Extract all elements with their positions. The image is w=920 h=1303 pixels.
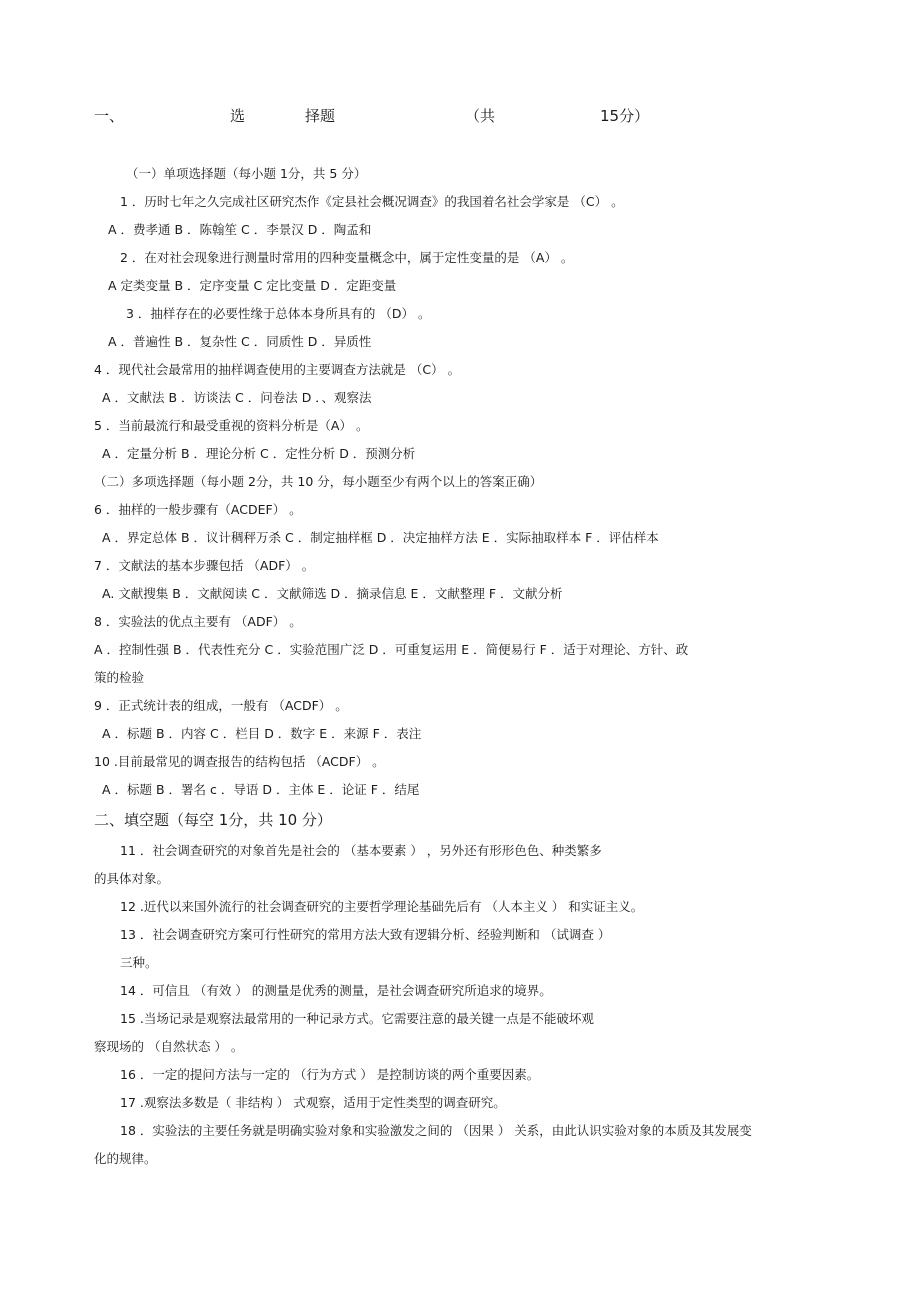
question-6-options: A ．界定总体 B ．议计稠秤万杀 C ．制定抽样框 D ．决定抽样方法 E ．实际抽取样本 F ．评估样本 <box>102 530 659 545</box>
question-11: 11 ．社会调查研究的对象首先是社会的 （基本要素 ） ，另外还有形形色色、种类繁多 <box>120 843 602 858</box>
question-18: 18 ．实验法的主要任务就是明确实验对象和实验激发之间的 （因果 ） 关系，由此认识实验对象的本质及其发展变 <box>120 1123 752 1138</box>
section-1-heading-prefix: 一、 <box>94 107 125 125</box>
question-13-cont: 三种。 <box>120 955 158 970</box>
question-9-options: A ．标题 B ．内容 C ．栏目 D ．数字 E ．来源 F ．表注 <box>102 726 422 741</box>
section-1-heading-word: 择题 <box>305 107 336 125</box>
subsection-heading-multiple: （二）多项选择题（每小题 2分，共 10 分，每小题至少有两个以上的答案正确） <box>94 474 543 489</box>
question-15: 15 .当场记录是观察法最常用的一种记录方式。它需要注意的最关键一点是不能破坏观 <box>120 1011 594 1026</box>
question-17: 17 .观察法多数是（ 非结构 ） 式观察，适用于定性类型的调查研究。 <box>120 1095 506 1110</box>
section-1-heading-score: 15分） <box>600 107 650 125</box>
section-1-heading-total: （共 <box>465 107 496 125</box>
question-5: 5 ．当前最流行和最受重视的资料分析是（A） 。 <box>94 418 369 433</box>
question-7-options: A. 文献搜集 B ．文献阅读 C ．文献筛选 D ．摘录信息 E ．文献整理 F ．文献分析 <box>102 586 563 601</box>
question-10: 10 .目前最常见的调查报告的结构包括 （ACDF） 。 <box>94 754 385 769</box>
question-11-cont: 的具体对象。 <box>94 871 170 886</box>
question-18-cont: 化的规律。 <box>94 1151 157 1166</box>
question-14: 14 ．可信且 （有效 ） 的测量是优秀的测量，是社会调查研究所追求的境界。 <box>120 983 552 998</box>
section-1-heading-char: 选 <box>230 107 246 125</box>
question-13: 13 ．社会调查研究方案可行性研究的常用方法大致有逻辑分析、经验判断和 （试调查 ） <box>120 927 611 942</box>
question-8-options: A ．控制性强 B ．代表性充分 C ．实验范围广泛 D ．可重复运用 E ．简便易行 F ．适于对理论、方针、政 <box>94 642 689 657</box>
subsection-heading-single: （一）单项选择题（每小题 1分，共 5 分） <box>126 166 367 181</box>
question-2-options: A 定类变量 B ．定序变量 C 定比变量 D ．定距变量 <box>108 278 397 293</box>
question-7: 7 ．文献法的基本步骤包括 （ADF） 。 <box>94 558 315 573</box>
question-8: 8 ．实验法的优点主要有 （ADF） 。 <box>94 614 302 629</box>
question-4-options: A ．文献法 B ．访谈法 C ．问卷法 D ．、观察法 <box>102 390 372 405</box>
question-3-options: A ．普遍性 B ．复杂性 C ．同质性 D ．异质性 <box>108 334 372 349</box>
question-2: 2 ．在对社会现象进行测量时常用的四种变量概念中，属于定性变量的是 （A） 。 <box>120 250 574 265</box>
question-15-cont: 察现场的 （自然状态 ） 。 <box>94 1039 244 1054</box>
question-1: 1 ．历时七年之久完成社区研究杰作《定县社会概况调查》的我国着名社会学家是 （C） 。 <box>120 194 624 209</box>
question-8-options-cont: 策的检验 <box>94 670 145 685</box>
question-9: 9 ．正式统计表的组成，一般有 （ACDF） 。 <box>94 698 348 713</box>
question-6: 6 ．抽样的一般步骤有（ACDEF） 。 <box>94 502 302 517</box>
question-5-options: A ．定量分析 B ．理论分析 C ．定性分析 D ．预测分析 <box>102 446 416 461</box>
question-4: 4 ．现代社会最常用的抽样调查使用的主要调查方法就是 （C） 。 <box>94 362 461 377</box>
question-1-options: A ．费孝通 B ．陈翰笙 C ．李景汉 D ．陶孟和 <box>108 222 372 237</box>
question-3: 3 ．抽样存在的必要性缘于总体本身所具有的 （D） 。 <box>126 306 431 321</box>
question-16: 16 ．一定的提问方法与一定的 （行为方式 ） 是控制访谈的两个重要因素。 <box>120 1067 540 1082</box>
question-12: 12 .近代以来国外流行的社会调查研究的主要哲学理论基础先后有 （人本主义 ） 和实证主义。 <box>120 899 644 914</box>
section-2-heading: 二、填空题（每空 1分，共 10 分） <box>94 811 332 829</box>
question-10-options: A ．标题 B ．署名 c ．导语 D ．主体 E ．论证 F ．结尾 <box>102 782 420 797</box>
